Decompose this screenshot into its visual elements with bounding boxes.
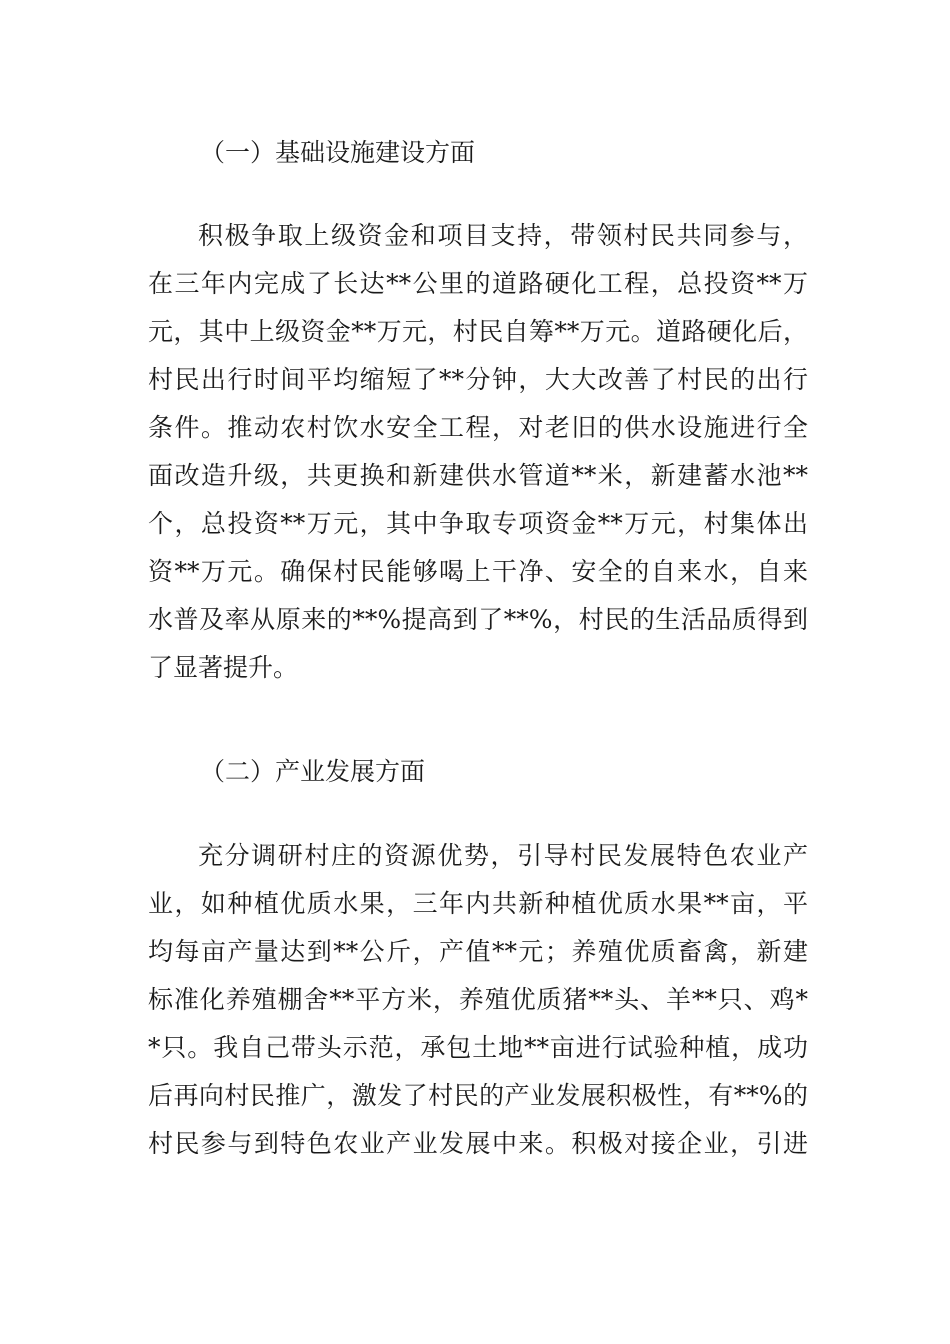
paragraph-line: 后再向村民推广，激发了村民的产业发展积极性，有**%的 (148, 1081, 808, 1110)
paragraph-line: 个，总投资**万元，其中争取专项资金**万元，村集体出 (148, 509, 808, 538)
paragraph-line: 水普及率从原来的**%提高到了**%，村民的生活品质得到 (148, 605, 808, 634)
paragraph-line: 村民出行时间平均缩短了**分钟，大大改善了村民的出行 (148, 365, 808, 394)
paragraph-line: *只。我自己带头示范，承包土地**亩进行试验种植，成功 (148, 1033, 808, 1062)
paragraph-line: 条件。推动农村饮水安全工程，对老旧的供水设施进行全 (148, 413, 808, 442)
paragraph-line: 业，如种植优质水果，三年内共新种植优质水果**亩，平 (148, 889, 808, 918)
paragraph-line: 元，其中上级资金**万元，村民自筹**万元。道路硬化后， (148, 317, 808, 346)
paragraph-line: 标准化养殖棚舍**平方米，养殖优质猪**头、羊**只、鸡* (148, 985, 808, 1014)
paragraph-line: 资**万元。确保村民能够喝上干净、安全的自来水，自来 (148, 557, 808, 586)
section-heading-infrastructure: （一）基础设施建设方面 (200, 138, 476, 167)
paragraph-line: 在三年内完成了长达**公里的道路硬化工程，总投资**万 (148, 269, 808, 298)
section-heading-industry: （二）产业发展方面 (200, 757, 426, 786)
paragraph-line: 村民参与到特色农业产业发展中来。积极对接企业，引进 (148, 1129, 808, 1158)
paragraph-line: 积极争取上级资金和项目支持，带领村民共同参与， (198, 221, 808, 250)
paragraph-infrastructure (148, 212, 808, 692)
paragraph-line: 面改造升级，共更换和新建供水管道**米，新建蓄水池** (148, 461, 808, 490)
paragraph-line: 充分调研村庄的资源优势，引导村民发展特色农业产 (198, 841, 808, 870)
paragraph-line: 均每亩产量达到**公斤，产值**元；养殖优质畜禽，新建 (148, 937, 808, 966)
paragraph-line: 了显著提升。 (148, 653, 299, 682)
paragraph-industry (148, 832, 808, 1168)
